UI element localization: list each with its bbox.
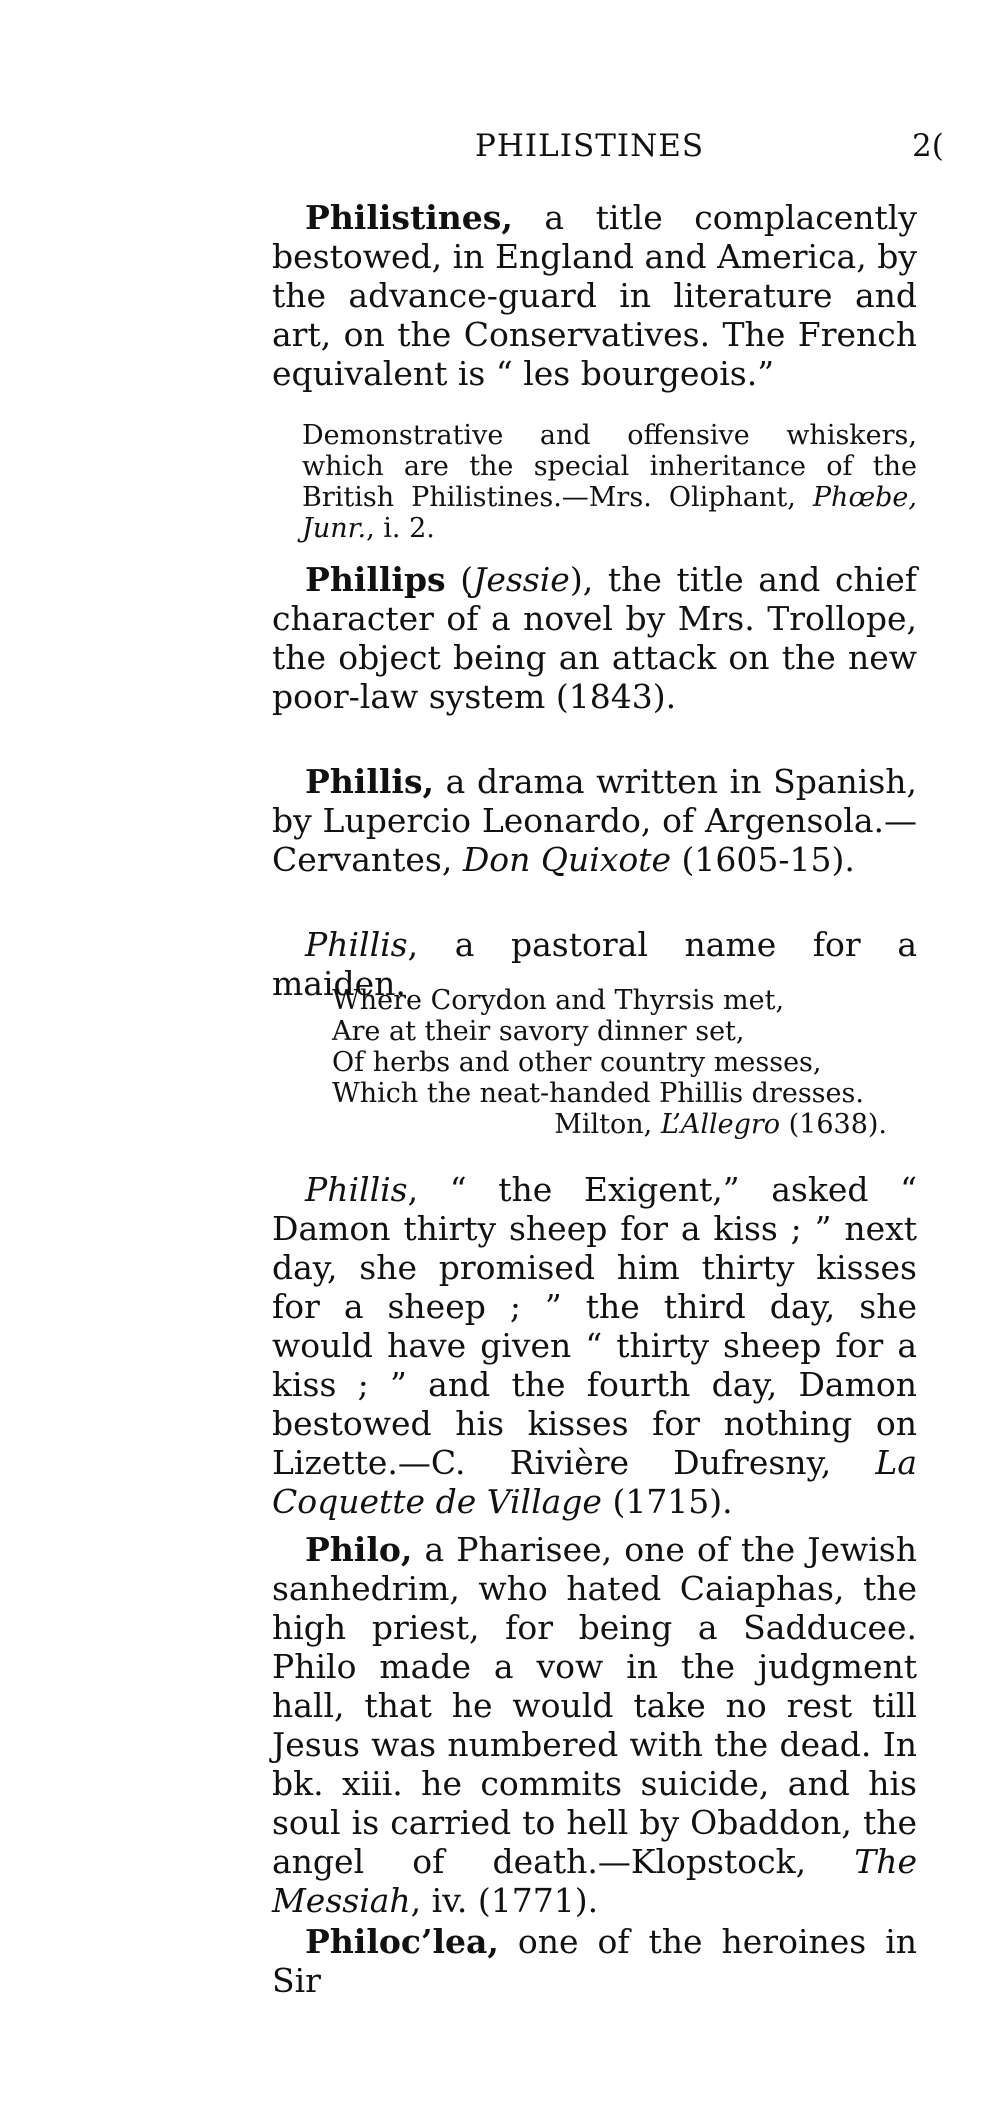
headword: Phillis (305, 925, 408, 964)
entry-text: Philoc’lea, one of the heroines in Sir (272, 1922, 917, 2000)
entry-text: Phillips (Jessie), the title and chief character of a novel by Mrs. Trollope, the object being an attack on the new poor-law system (1843). (272, 560, 917, 716)
headword: Philistines, (305, 198, 513, 237)
verse-line: Are at their savory dinner set, (332, 1016, 745, 1047)
verse-line: Which the neat-handed Phillis dresses. (332, 1078, 864, 1109)
headword: Philo, (305, 1530, 413, 1569)
running-title: PHILISTINES (475, 128, 705, 164)
verse-quote (272, 985, 917, 1140)
citation-philistines: Demonstrative and offensive whiskers, which are the special inheritance of the British Philistines.—Mrs. Oliphant, Phœbe, Junr., i. 2. (302, 420, 917, 544)
verse-attribution: Milton, L’Allegro (1638). (554, 1109, 887, 1140)
entry-text: Phillis, a drama written in Spanish, by Lupercio Leonardo, of Argensola.—Cervantes, Don Quixote (1605-15). (272, 762, 917, 879)
headword: Phillis, (305, 762, 435, 801)
headword: Phillips (305, 560, 446, 599)
verse-line: Of herbs and other country messes, (332, 1047, 822, 1078)
entry-phillips (272, 560, 917, 716)
entry-text: Phillis, “ the Exigent,” asked “ Damon thirty sheep for a kiss ; ” next day, she promised him thirty kisses for a sheep ; ” the third day, she would have given “ thirty sheep for a kiss ; ” and the fourth day, Damon bestowed his kisses for nothing on Lizette.—C. Rivière Dufresny, La Coquette de Village (1715). (272, 1170, 917, 1521)
entry-philo (272, 1530, 917, 1920)
headword: Philoc’lea, (305, 1922, 499, 1961)
page-number: 2( (912, 128, 944, 164)
verse-line: Where Corydon and Thyrsis met, (332, 985, 785, 1016)
entry-philistines (272, 198, 917, 393)
headword: Phillis (305, 1170, 408, 1209)
entry-philoclea (272, 1922, 917, 2000)
entry-phillis-exigent (272, 1170, 917, 1521)
entry-text: Philo, a Pharisee, one of the Jewish sanhedrim, who hated Caiaphas, the high priest, for being a Sadducee. Philo made a vow in the judgment hall, that he would take no rest till Jesus was numbered with the dead. In bk. xiii. he commits suicide, and his soul is carried to hell by Obaddon, the angel of death.—Klopstock, The Messiah, iv. (1771). (272, 1530, 917, 1920)
entry-text: Philistines, a title complacently bestowed, in England and America, by the advance-guard in literature and art, on the Conservatives. The French equivalent is “ les bourgeois.” (272, 198, 917, 393)
entry-phillis-drama (272, 762, 917, 879)
entry-text: Phillis, a pastoral name for a maiden. (272, 925, 917, 1003)
